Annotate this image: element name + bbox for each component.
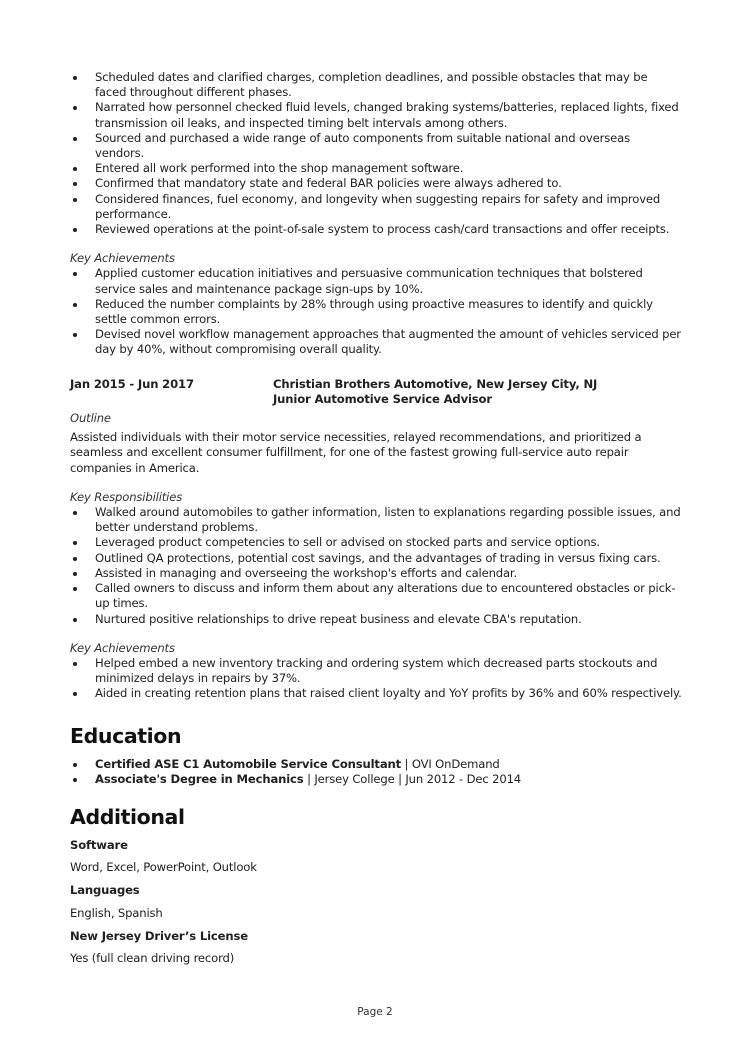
bullet-icon [73, 692, 77, 696]
list-item: Narrated how personnel checked fluid levels, changed braking systems/batteries, replaced lights, fixed transmission oil leaks, and inspected timing belt intervals among others. [70, 100, 682, 130]
bullet-icon [73, 763, 77, 767]
additional-section [70, 805, 682, 966]
languages-label: Languages [70, 883, 140, 898]
list-item: Assisted in managing and overseeing the workshop's efforts and calendar. [70, 566, 682, 581]
bullet-icon [73, 587, 77, 591]
job-title: Junior Automotive Service Advisor [273, 391, 492, 406]
education-detail: | OVI OnDemand [401, 756, 500, 771]
education-list [70, 757, 682, 787]
job-info [273, 377, 682, 407]
bullet-icon [73, 167, 77, 171]
outline-label: Outline [70, 411, 111, 426]
section-heading-education: Education [70, 723, 182, 748]
list-item: Reduced the number complaints by 28% through using proactive measures to identify and quickly settle common errors. [70, 297, 682, 327]
bullet-icon [73, 228, 77, 232]
list-item [70, 757, 682, 772]
list-item: Applied customer education initiatives and persuasive communication techniques that bolstered service sales and maintenance package sign-ups by 10%. [70, 266, 682, 296]
license-label: New Jersey Driver’s License [70, 928, 248, 943]
previous-job-responsibilities [70, 70, 682, 237]
bullet-icon [73, 662, 77, 666]
bullet-icon [73, 572, 77, 576]
list-item: Considered finances, fuel economy, and longevity when suggesting repairs for safety and improved performance. [70, 192, 682, 222]
previous-job-achievements [70, 266, 682, 357]
bullet-icon [73, 182, 77, 186]
job-company: Christian Brothers Automotive, New Jersey City, NJ [273, 376, 598, 391]
education-name: Certified ASE C1 Automobile Service Consultant [95, 756, 401, 771]
list-item: Reviewed operations at the point-of-sale system to process cash/card transactions and offer receipts. [70, 222, 682, 237]
bullet-icon [73, 557, 77, 561]
list-item: Entered all work performed into the shop management software. [70, 161, 682, 176]
resume-page [70, 70, 682, 966]
job-responsibilities [70, 505, 682, 627]
education-name: Associate's Degree in Mechanics [95, 771, 304, 786]
list-item: Called owners to discuss and inform them about any alterations due to encountered obstacles or pick-up times. [70, 581, 682, 611]
bullet-icon [73, 511, 77, 515]
job-achievements [70, 656, 682, 702]
list-item: Leveraged product competencies to sell or advised on stocked parts and service options. [70, 535, 682, 550]
bullet-icon [73, 333, 77, 337]
software-label: Software [70, 837, 128, 852]
languages-value: English, Spanish [70, 905, 163, 920]
list-item: Outlined QA protections, potential cost savings, and the advantages of trading in versus fixing cars. [70, 551, 682, 566]
list-item: Aided in creating retention plans that raised client loyalty and YoY profits by 36% and 60% respectively. [70, 686, 682, 701]
bullet-icon [73, 137, 77, 141]
list-item: Nurtured positive relationships to drive repeat business and elevate CBA's reputation. [70, 612, 682, 627]
bullet-icon [73, 541, 77, 545]
outline-text: Assisted individuals with their motor service necessities, relayed recommendations, and prioritized a seamless and excellent consumer fulfillment, for one of the fastest growing full-service auto repair companies in America. [70, 430, 642, 475]
bullet-icon [73, 303, 77, 307]
job-dates: Jan 2015 - Jun 2017 [70, 376, 194, 391]
responsibilities-label: Key Responsibilities [70, 489, 183, 504]
software-value: Word, Excel, PowerPoint, Outlook [70, 860, 257, 875]
list-item [70, 772, 682, 787]
achievements-label: Key Achievements [70, 640, 175, 655]
bullet-icon [73, 618, 77, 622]
list-item: Scheduled dates and clarified charges, completion deadlines, and possible obstacles that may be faced throughout different phases. [70, 70, 682, 100]
job-header [70, 377, 682, 407]
bullet-icon [73, 106, 77, 110]
bullet-icon [73, 778, 77, 782]
list-item: Sourced and purchased a wide range of auto components from suitable national and overseas vendors. [70, 131, 682, 161]
bullet-icon [73, 76, 77, 80]
section-heading-additional: Additional [70, 804, 185, 829]
page-number: Page 2 [357, 1006, 393, 1018]
list-item: Helped embed a new inventory tracking and ordering system which decreased parts stockouts and minimized delays in repairs by 37%. [70, 656, 682, 686]
bullet-icon [73, 198, 77, 202]
bullet-icon [73, 272, 77, 276]
education-detail: | Jersey College | Jun 2012 - Dec 2014 [303, 771, 522, 786]
previous-job-achievements-label: Key Achievements [70, 251, 175, 266]
education-section [70, 724, 682, 787]
list-item: Walked around automobiles to gather information, listen to explanations regarding possible issues, and better understand problems. [70, 505, 682, 535]
list-item: Confirmed that mandatory state and federal BAR policies were always adhered to. [70, 176, 682, 191]
list-item: Devised novel workflow management approaches that augmented the amount of vehicles serviced per day by 40%, without compromising overall quality. [70, 327, 682, 357]
license-value: Yes (full clean driving record) [70, 950, 235, 965]
